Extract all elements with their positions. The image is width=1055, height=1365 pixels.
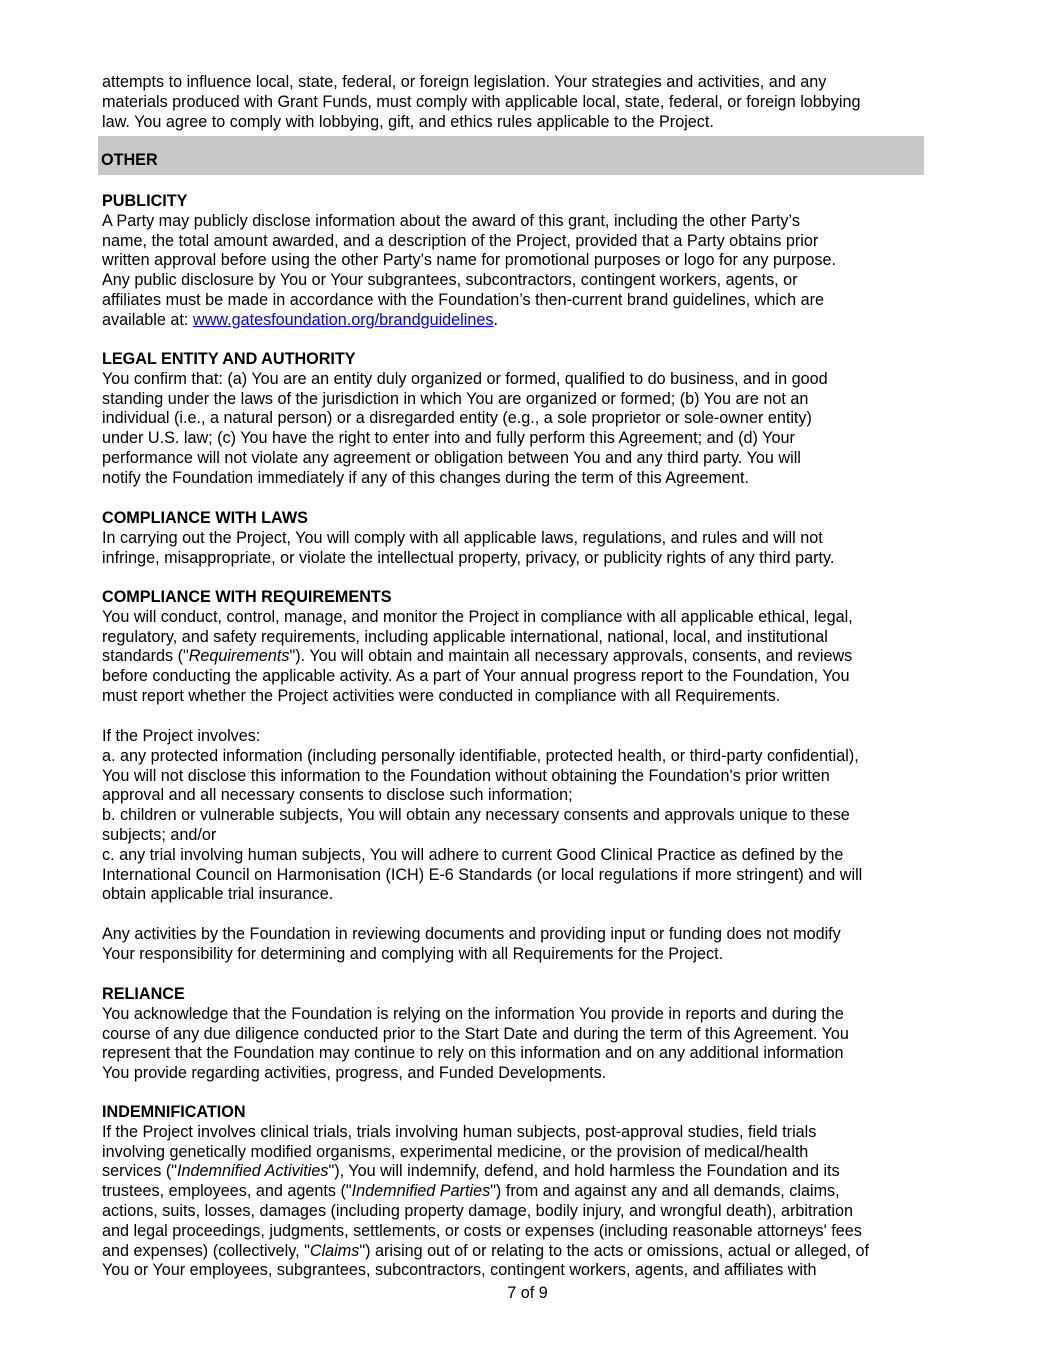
publicity-section: [102, 192, 932, 331]
text-line: written approval before using the other Party’s name for promotional purposes or logo for any purpose.: [102, 251, 836, 270]
text-line: and legal proceedings, judgments, settlements, or costs or expenses (including reasonable attorneys' fees: [102, 1221, 862, 1240]
text-segment: "). You will obtain and maintain all necessary approvals, consents, and reviews: [289, 647, 853, 666]
text-line: course of any due diligence conducted prior to the Start Date and during the term of this Agreement. You: [102, 1024, 849, 1043]
defined-term: Requirements: [188, 647, 290, 666]
section-header-label: OTHER: [101, 151, 158, 169]
intro-paragraph: [102, 73, 932, 132]
text-line: [102, 1182, 932, 1202]
text-line: infringe, misappropriate, or violate the intellectual property, privacy, or publicity rights of any third party.: [102, 548, 835, 567]
text-line: approval and all necessary consents to disclose such information;: [102, 786, 573, 805]
text-line: actions, suits, losses, damages (including property damage, bodily injury, and wrongful death), arbitration: [102, 1201, 854, 1220]
text-line: [102, 1242, 932, 1262]
section-heading: COMPLIANCE WITH REQUIREMENTS: [102, 588, 392, 606]
brand-guidelines-link[interactable]: www.gatesfoundation.org/brandguidelines: [192, 310, 494, 329]
text-line: standing under the laws of the jurisdiction in which You are organized or formed; (b) You are not an: [102, 389, 809, 408]
section-heading: PUBLICITY: [102, 192, 188, 210]
section-heading: INDEMNIFICATION: [102, 1103, 246, 1121]
requirements-closing-paragraph: [102, 925, 932, 965]
text-line: In carrying out the Project, You will comply with all applicable laws, regulations, and rules and will not: [102, 528, 823, 547]
text-line: Any activities by the Foundation in reviewing documents and providing input or funding does not modify: [102, 925, 841, 943]
compliance-laws-section: [102, 509, 932, 568]
section-heading: COMPLIANCE WITH LAWS: [102, 509, 308, 527]
text-line: affiliates must be made in accordance with the Foundation’s then-current brand guidelines, which are: [102, 290, 824, 309]
text-line: c. any trial involving human subjects, You will adhere to current Good Clinical Practice as defined by the: [102, 845, 844, 864]
text-line: represent that the Foundation may continue to rely on this information and on any additional information: [102, 1044, 844, 1063]
section-heading: RELIANCE: [102, 985, 185, 1003]
text-line: You provide regarding activities, progress, and Funded Developments.: [102, 1064, 607, 1083]
text-line: individual (i.e., a natural person) or a disregarded entity (e.g., a sole proprietor or sole-owner entity): [102, 409, 812, 428]
text-line: a. any protected information (including personally identifiable, protected health, or third-party confidential),: [102, 746, 859, 765]
text-line: must report whether the Project activities were conducted in compliance with all Requirements.: [102, 686, 781, 705]
text-line: b. children or vulnerable subjects, You will obtain any necessary consents and approvals unique to these: [102, 806, 850, 825]
text-line: You will conduct, control, manage, and monitor the Project in compliance with all applicable ethical, legal,: [102, 607, 853, 626]
text-segment: "), You will indemnify, defend, and hold harmless the Foundation and its: [328, 1162, 840, 1181]
text-line: Any public disclosure by You or Your subgrantees, subcontractors, contingent workers, agents, or: [102, 271, 798, 290]
text-segment: standards (": [102, 647, 189, 666]
link-suffix: .: [493, 310, 498, 329]
text-segment: ") from and against any and all demands, claims,: [490, 1182, 840, 1201]
text-line: performance will not violate any agreement or obligation between You and any third party. You will: [102, 448, 801, 467]
text-line: attempts to influence local, state, federal, or foreign legislation. Your strategies and activities, and any: [102, 73, 827, 91]
project-involves-list: [102, 727, 932, 905]
text-segment: services (": [102, 1162, 178, 1181]
defined-term: Claims: [309, 1241, 360, 1260]
defined-term: Indemnified Activities: [177, 1162, 329, 1181]
text-line: [102, 311, 932, 331]
text-line: You acknowledge that the Foundation is relying on the information You provide in reports and during the: [102, 1004, 844, 1023]
text-segment: and expenses) (collectively, ": [102, 1241, 310, 1260]
text-line: You confirm that: (a) You are an entity duly organized or formed, qualified to do business, and in good: [102, 369, 828, 388]
link-prefix: available at:: [102, 310, 193, 329]
text-line: before conducting the applicable activity. As a part of Your annual progress report to the Foundation, You: [102, 667, 850, 686]
section-heading: LEGAL ENTITY AND AUTHORITY: [102, 350, 356, 368]
text-line: name, the total amount awarded, and a description of the Project, provided that a Party obtains prior: [102, 231, 819, 250]
text-line: You will not disclose this information to the Foundation without obtaining the Foundation's prior written: [102, 766, 830, 785]
page-number: 7 of 9: [507, 1284, 548, 1302]
text-line: subjects; and/or: [102, 825, 217, 844]
text-line: If the Project involves clinical trials, trials involving human subjects, post-approval studies, field trials: [102, 1122, 817, 1141]
text-line: notify the Foundation immediately if any of this changes during the term of this Agreement.: [102, 468, 749, 487]
reliance-section: [102, 985, 932, 1084]
text-line: A Party may publicly disclose information about the award of this grant, including the other Party’s: [102, 211, 800, 230]
text-line: [102, 1162, 932, 1182]
text-segment: ") arising out of or relating to the acts or omissions, actual or alleged, of: [359, 1241, 869, 1260]
text-line: Your responsibility for determining and complying with all Requirements for the Project.: [102, 944, 724, 963]
text-segment: trustees, employees, and agents (": [102, 1182, 352, 1201]
text-line: regulatory, and safety requirements, including applicable international, national, local, and institutional: [102, 627, 828, 646]
text-line: If the Project involves:: [102, 727, 261, 745]
section-header-other: [98, 136, 924, 175]
compliance-requirements-section: [102, 588, 932, 707]
text-line: obtain applicable trial insurance.: [102, 885, 334, 904]
text-line: involving genetically modified organisms, experimental medicine, or the provision of medical/health: [102, 1142, 809, 1161]
text-line: [102, 647, 932, 667]
text-line: materials produced with Grant Funds, must comply with applicable local, state, federal, or foreign lobbying: [102, 92, 861, 111]
text-line: You or Your employees, subgrantees, subcontractors, contingent workers, agents, and affiliates with: [102, 1261, 817, 1280]
legal-entity-section: [102, 350, 932, 489]
text-line: under U.S. law; (c) You have the right to enter into and fully perform this Agreement; and (d) Your: [102, 429, 795, 448]
defined-term: Indemnified Parties: [351, 1182, 491, 1201]
text-line: law. You agree to comply with lobbying, gift, and ethics rules applicable to the Project.: [102, 112, 714, 131]
text-line: International Council on Harmonisation (ICH) E-6 Standards (or local regulations if more stringent) and will: [102, 865, 863, 884]
indemnification-section: [102, 1103, 932, 1281]
